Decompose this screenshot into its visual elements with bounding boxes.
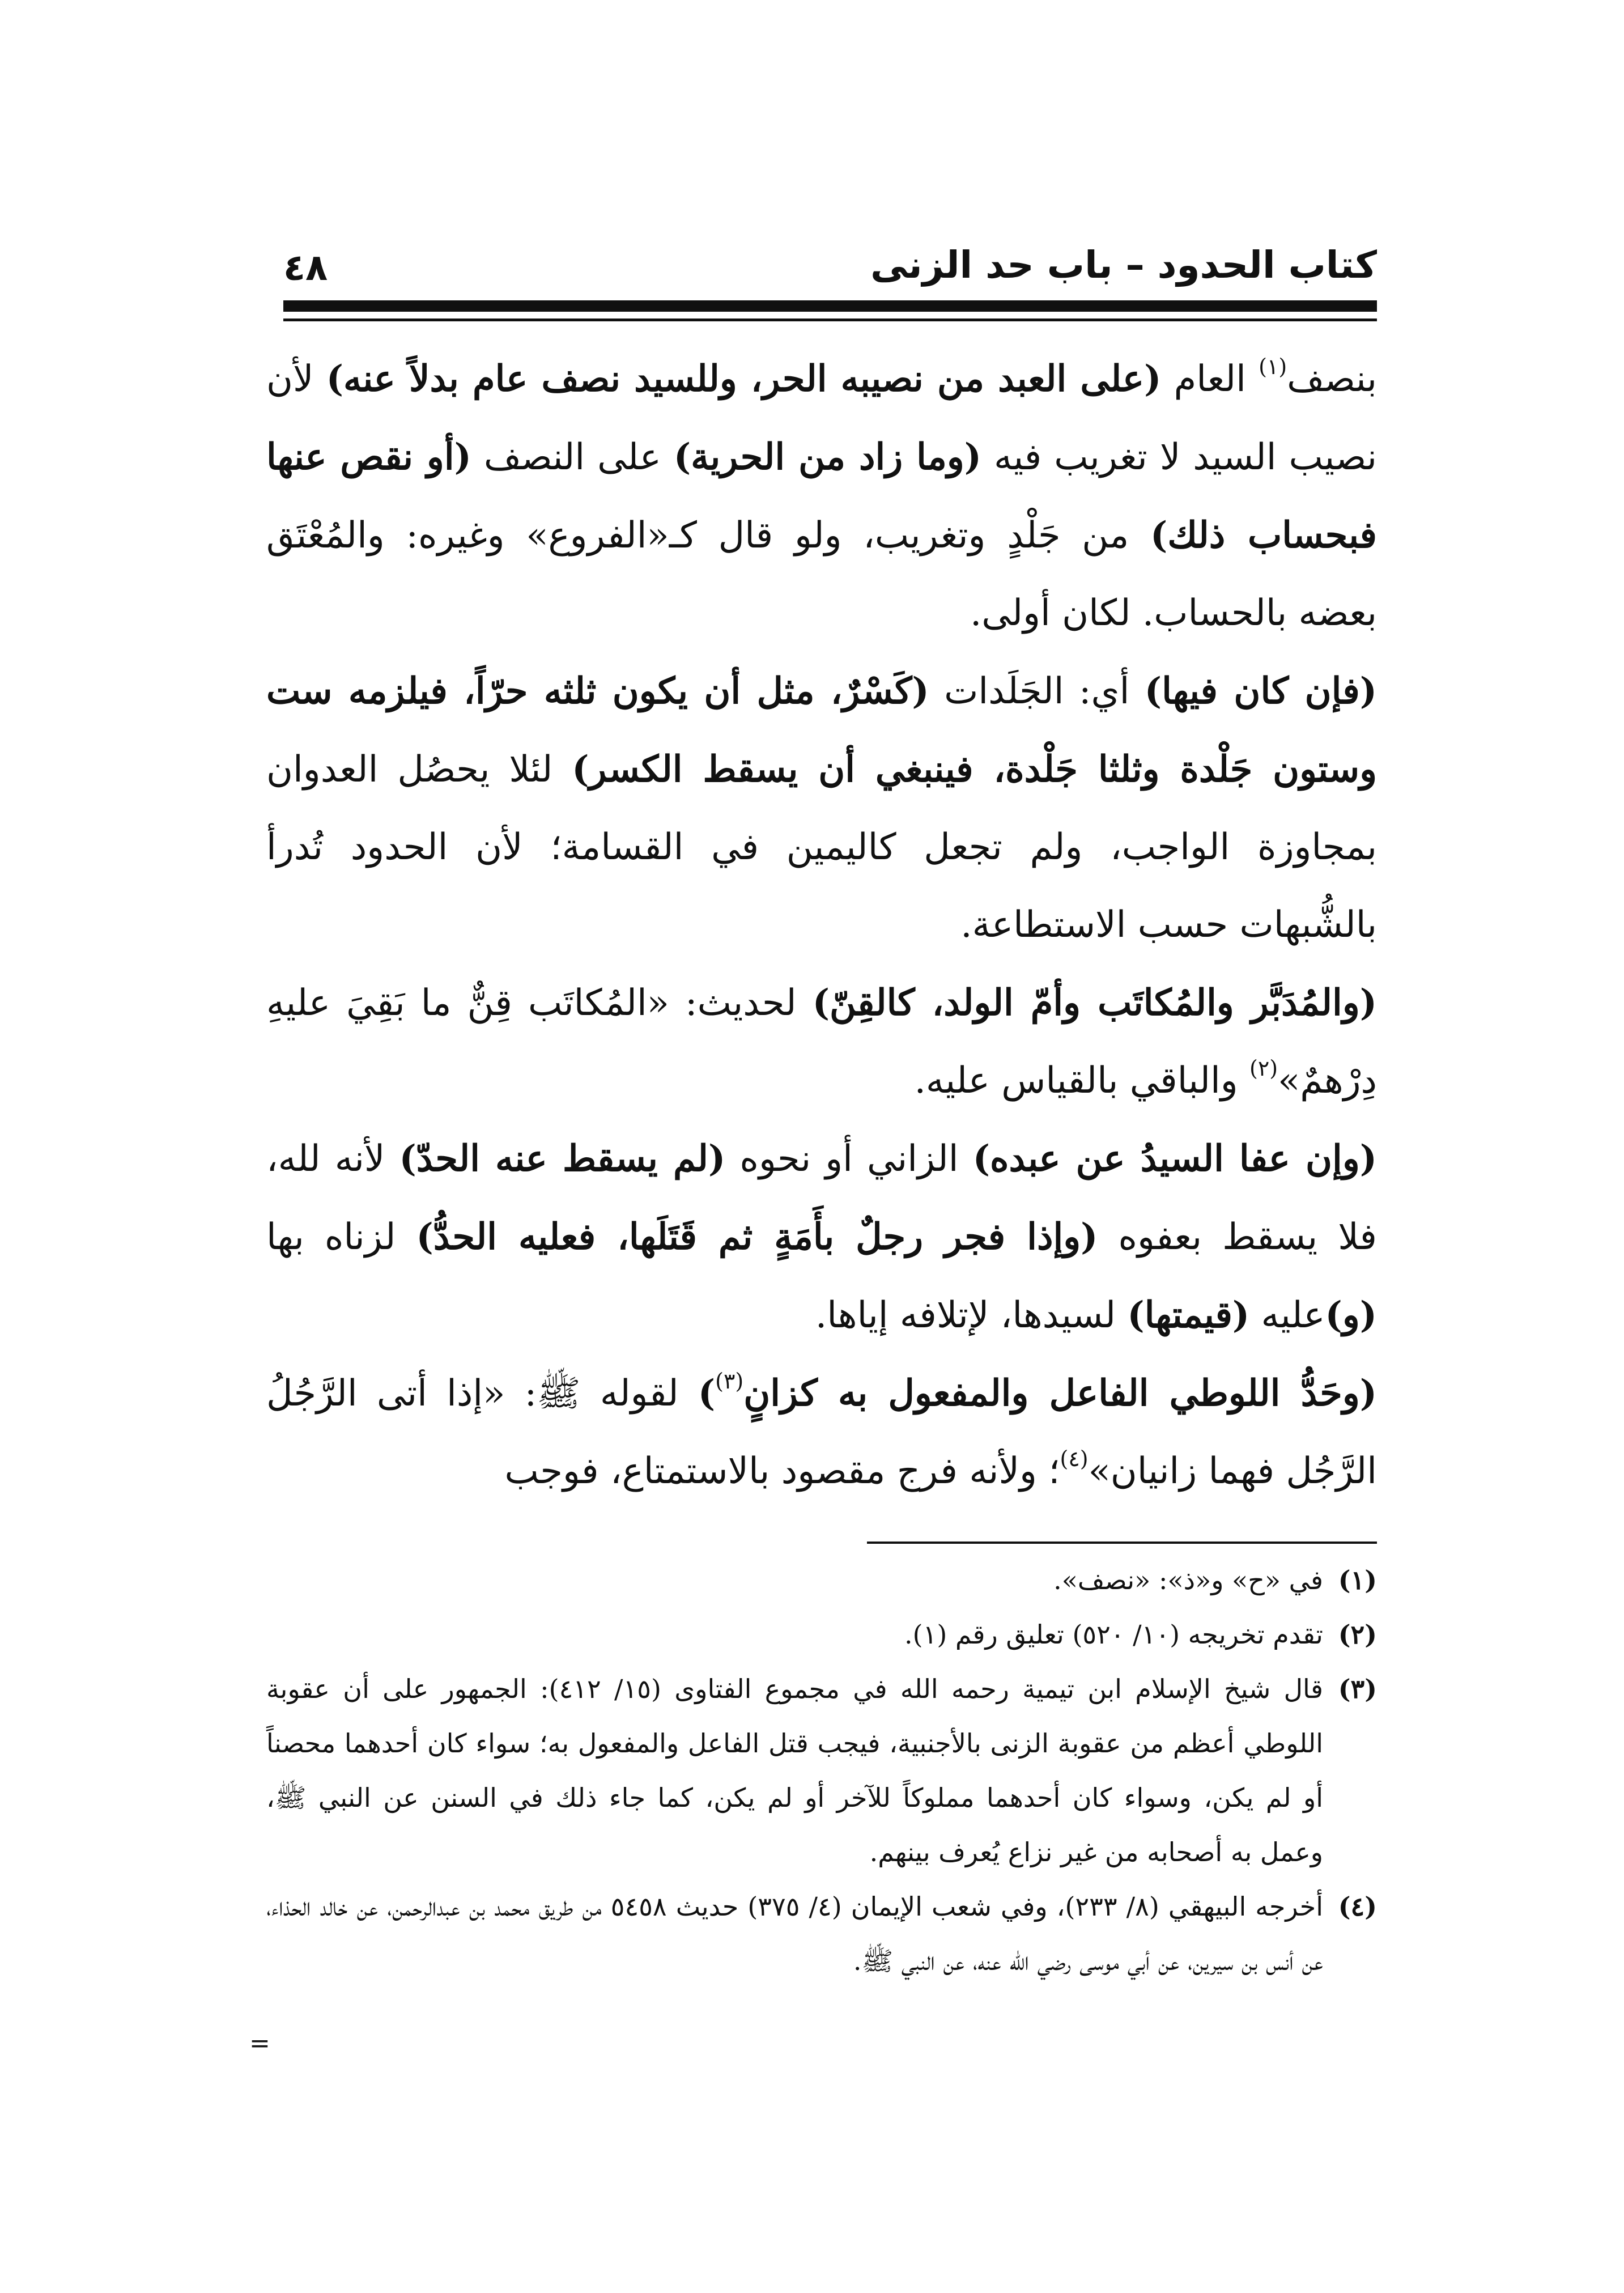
text-run: والباقي بالقياس عليه. (914, 1060, 1250, 1102)
text-run: لأنه لله، فلا يسقط بعفوه (266, 1138, 1378, 1258)
matn-text: (فإن كان فيها) (1144, 670, 1378, 712)
text-run: لقوله ﷺ: «إذا أتى الرَّجُلُ الرَّجُل فهما زانيان» (266, 1373, 1377, 1492)
footnote-text: تقدم تخريجه (١٠/ ٥٢٠) تعليق رقم (١). (904, 1619, 1323, 1650)
matn-text: (وحَدُّ اللوطي الفاعل والمفعول به كزانٍ (743, 1372, 1378, 1415)
matn-text: (على العبد من نصيبه الحر، وللسيد نصف عام بدلاً عنه) (326, 358, 1162, 400)
text-run: على النصف (471, 436, 674, 478)
matn-text: (لم يسقط عنه الحدّ) (399, 1137, 726, 1180)
footnote-ref-4: (٤) (1060, 1446, 1089, 1471)
running-title: كتاب الحدود – باب حد الزنى (870, 243, 1377, 287)
text-run: الزاني أو نحوه (725, 1138, 973, 1180)
footnote-number: (٢) (1338, 1619, 1377, 1650)
page-header (283, 221, 1377, 295)
matn-text: (أو نقص عنها فبحساب ذلك) (266, 436, 1378, 557)
matn-text: (والمُدَبَّر والمُكاتَب وأمّ الولد، كالقِنّ) (812, 982, 1377, 1024)
matn-text: (وإذا فجر رجلٌ بأَمَةٍ ثم قَتَلَها، فعليه الحدُّ) (416, 1216, 1098, 1258)
footnote-text: في «ح» و«ذ»: «نصف». (1053, 1565, 1323, 1595)
footnote-4 (266, 1879, 1377, 1988)
paragraph-3 (266, 964, 1377, 1120)
matn-text: (وإن عفا السيدُ عن عبده) (972, 1137, 1378, 1180)
header-rule-thick (283, 300, 1377, 312)
footnote-1 (266, 1553, 1377, 1607)
footnote-number: (٣) (1338, 1674, 1377, 1704)
paragraph-5 (266, 1354, 1377, 1510)
footnote-ref-1: (١) (1259, 354, 1287, 379)
text-run: لحديث: «المُكاتَب قِنٌّ ما بَقِيَ عليهِ دِرْهمٌ» (266, 982, 1377, 1102)
paragraph-4 (266, 1120, 1377, 1354)
text-run: من جَلْدٍ وتغريب، ولو قال كـ«الفروع» وغيره: والمُعْتَق بعضه بالحساب. لكان أولى. (266, 515, 1377, 634)
main-text (266, 340, 1377, 1510)
text-run: ؛ ولأنه فرج مقصود بالاستمتاع، فوجب (504, 1450, 1060, 1492)
footnote-text: قال شيخ الإسلام ابن تيمية رحمه الله في مجموع الفتاوى (١٥/ ٤١٢): الجمهور على أن عقوبة اللوطي أعظم من عقوبة الزنى بالأجنبية، فيجب قتل الفاعل والمفعول به؛ سواء كان أحدهما محصناً أو لم يكن، وسواء كان أحدهما مملوكاً للآخر أو لم يكن، كما جاء ذلك في السنن عن النبي ﷺ، وعمل به أصحابه من غير نزاع يُعرف بينهم. (266, 1674, 1323, 1867)
text-run: عليه (1249, 1294, 1325, 1336)
footnote-number: (١) (1338, 1565, 1377, 1595)
paragraph-2 (266, 652, 1377, 964)
text-run: أي: الجَلَدات (929, 670, 1145, 712)
footnote-separator (867, 1542, 1377, 1544)
footnote-2 (266, 1607, 1377, 1662)
continuation-mark: = (249, 2029, 270, 2058)
paragraph-1 (266, 340, 1377, 652)
footnote-text: أخرجه البيهقي (٨/ ٢٣٣)، وفي شعب الإيمان (٤/ ٣٧٥) حديث ٥٤٥٨ من طريق محمد بن عبدالرحمن، عن خالد الحذاء، عن أنس بن سيرين، عن أبي موسى رضي الله عنه، عن النبي ﷺ. (266, 1891, 1323, 1976)
header-rule-thin (283, 319, 1377, 321)
matn-text: (كَسْرٌ، مثل أن يكون ثلثه حرّاً، فيلزمه ست وستون جَلْدة وثلثا جَلْدة، فينبغي أن يسقط الكسر) (266, 670, 1378, 791)
matn-text: (قيمتها) (1127, 1294, 1250, 1336)
text-run: العام (1161, 358, 1259, 400)
matn-text: (وما زاد من الحرية) (673, 436, 982, 478)
footnotes (266, 1553, 1377, 1988)
matn-text: (و) (1325, 1294, 1377, 1336)
page-number: ٤٨ (283, 247, 328, 289)
footnote-number: (٤) (1338, 1891, 1377, 1922)
footnote-ref-2: (٢) (1249, 1056, 1278, 1081)
matn-text: ) (698, 1372, 716, 1415)
footnote-3 (266, 1662, 1377, 1879)
text-run: لئلا يحصُل العدوان بمجاوزة الواجب، ولم تجعل كاليمين في القسامة؛ لأن الحدود تُدرأ بالشُّبهات حسب الاستطاعة. (266, 749, 1378, 946)
text-run: بنصف (1287, 358, 1378, 400)
text-run: لسيدها، لإتلافه إياها. (815, 1294, 1128, 1336)
text-run: لزناه بها (266, 1216, 416, 1258)
text-run: لأن نصيب السيد لا تغريب فيه (266, 358, 1377, 478)
footnote-ref-3: (٣) (715, 1369, 744, 1394)
